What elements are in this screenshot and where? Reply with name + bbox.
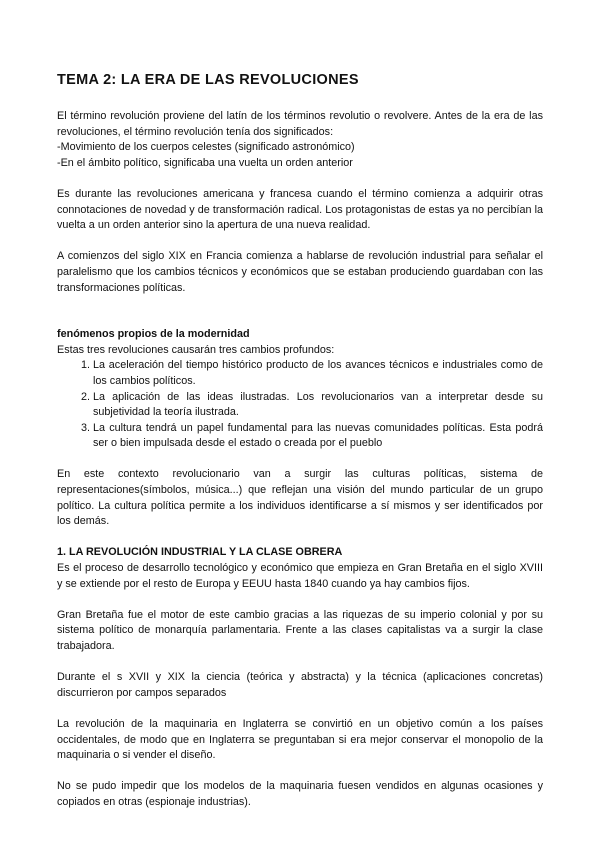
intro-text: El término revolución proviene del latín de los términos revolutio o revolvere. Antes de la era de las revoluciones, el término revolución tenía dos significados: [57, 110, 543, 138]
modernity-heading: fenómenos propios de la modernidad [57, 328, 250, 341]
modernity-list [57, 358, 543, 452]
paragraph-4: En este contexto revolucionario van a surgir las culturas políticas, sistema de representaciones(símbolos, música...) que reflejan una visión del mundo particular de un grupo político. La cultura política permite a los individuos identificarse a sí mismos y ser identificados por los demás. [57, 468, 543, 528]
section-1-heading: 1. LA REVOLUCIÓN INDUSTRIAL Y LA CLASE OBRERA [57, 546, 343, 559]
section-1-paragraph-4: La revolución de la maquinaria en Inglaterra se convirtió en un objetivo común a los países occidentales, de modo que en Inglaterra se preguntaban si era mejor conservar el monopolio de la maquinaria o si vender el diseño. [57, 717, 543, 762]
list-item: 2. La aplicación de las ideas ilustradas. Los revolucionarios van a interpretar desde su subjetividad la teoría ilustrada. [93, 390, 543, 421]
modernity-lead: Estas tres revoluciones causarán tres cambios profundos: [57, 343, 335, 356]
section-1-paragraph-1: Es el proceso de desarrollo tecnológico y económico que empieza en Gran Bretaña en el siglo XVIII y se extiende por el resto de Europa y EEUU hasta 1840 cuando ya hay cambios fijos. [57, 562, 543, 590]
section-1-paragraph-3: Durante el s XVII y XIX la ciencia (teórica y abstracta) y la técnica (aplicaciones concretas) discurrieron por campos separados [57, 671, 543, 699]
intro-item-2: -En el ámbito político, significaba una vuelta un orden anterior [57, 156, 353, 169]
paragraph-3: A comienzos del siglo XIX en Francia comienza a hablarse de revolución industrial para señalar el paralelismo que los cambios técnicos y económicos que se estaban produciendo guardaban con las transformaciones políticas. [57, 250, 543, 294]
intro-paragraph [57, 109, 543, 171]
intro-item-1: -Movimiento de los cuerpos celestes (significado astronómico) [57, 141, 355, 154]
page-title: TEMA 2: LA ERA DE LAS REVOLUCIONES [57, 72, 359, 88]
section-1-paragraph-2: Gran Bretaña fue el motor de este cambio gracias a las riquezas de su imperio colonial y por su sistema político de monarquía parlamentaria. Frente a las clases capitalistas va a surgir la clase trabajadora. [57, 608, 543, 652]
paragraph-2: Es durante las revoluciones americana y francesa cuando el término comienza a adquirir otras connotaciones de novedad y de transformación radical. Los protagonistas de estas ya no percibían la vuelta a un orden anterior sino la apertura de una nueva realidad. [57, 187, 543, 232]
list-item: 3. La cultura tendrá un papel fundamental para las nuevas comunidades políticas. Esta podrá ser o bien impulsada desde el estado o creada por el pueblo [93, 421, 543, 452]
section-1-paragraph-5: No se pudo impedir que los modelos de la maquinaria fuesen vendidos en algunas ocasiones y copiados en otras (espionaje industrias). [57, 780, 543, 808]
list-item: 1. La aceleración del tiempo histórico producto de los avances técnicos e industriales como de los cambios políticos. [93, 358, 543, 389]
